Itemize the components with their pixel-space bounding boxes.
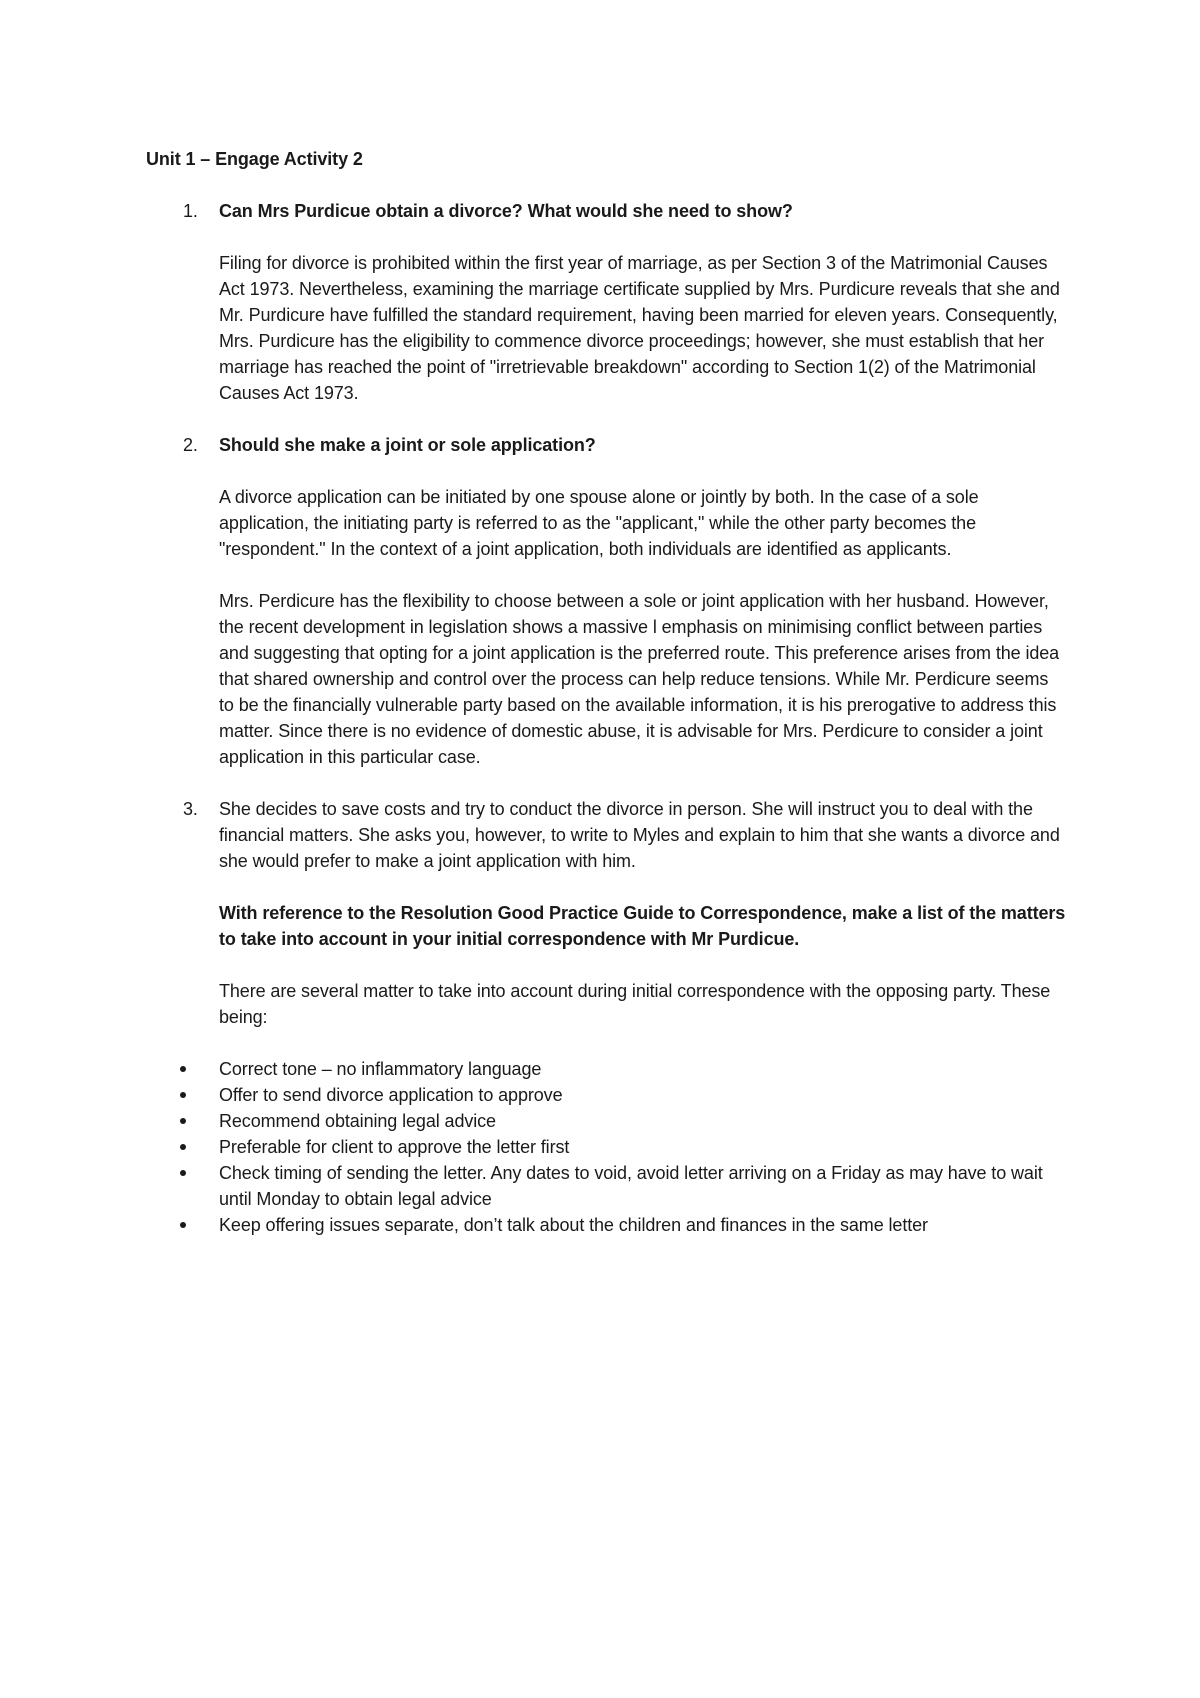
bullet-icon bbox=[180, 1066, 186, 1072]
list-item bbox=[146, 1082, 1066, 1108]
list-item-text: Preferable for client to approve the letter first bbox=[219, 1137, 570, 1157]
answer-paragraph: Mrs. Perdicure has the flexibility to choose between a sole or joint application with her husband. However, the recent development in legislation shows a massive l emphasis on minimising conflict between parties and suggesting that opting for a joint application is the preferred route. This preference arises from the idea that shared ownership and control over the process can help reduce tensions. While Mr. Perdicure seems to be the financially vulnerable party based on the available information, it is his prerogative to address this matter. Since there is no evidence of domestic abuse, it is advisable for Mrs. Perdicure to consider a joint application in this particular case. bbox=[219, 591, 1060, 767]
list-item bbox=[146, 1160, 1066, 1212]
question-1 bbox=[146, 198, 1066, 406]
matters-list bbox=[146, 1056, 1066, 1238]
list-item-text: Keep offering issues separate, don’t talk about the children and finances in the same letter bbox=[219, 1215, 928, 1235]
list-item bbox=[146, 1056, 1066, 1082]
question-number: 2. bbox=[183, 435, 198, 455]
list-item bbox=[146, 1108, 1066, 1134]
list-item-text: Correct tone – no inflammatory language bbox=[219, 1059, 542, 1079]
list-item bbox=[146, 1212, 1066, 1238]
question-text: She decides to save costs and try to conduct the divorce in person. She will instruct you to deal with the financial matters. She asks you, however, to write to Myles and explain to him that she wants a divorce and she would prefer to make a joint application with him. bbox=[219, 799, 1060, 871]
document-content bbox=[146, 146, 1066, 1238]
question-text: Can Mrs Purdicue obtain a divorce? What would she need to show? bbox=[219, 201, 793, 221]
answer-paragraph: A divorce application can be initiated by one spouse alone or jointly by both. In the case of a sole application, the initiating party is referred to as the "applicant," while the other party becomes the "respondent." In the context of a joint application, both individuals are identified as applicants. bbox=[219, 487, 979, 559]
list-item-text: Recommend obtaining legal advice bbox=[219, 1111, 496, 1131]
bullet-icon bbox=[180, 1092, 186, 1098]
bullet-icon bbox=[180, 1222, 186, 1228]
list-item bbox=[146, 1134, 1066, 1160]
answer-paragraph: Filing for divorce is prohibited within the first year of marriage, as per Section 3 of the Matrimonial Causes Act 1973. Nevertheless, examining the marriage certificate supplied by Mrs. Purdicure reveals that she and Mr. Purdicure have fulfilled the standard requirement, having been married for eleven years. Consequently, Mrs. Purdicure has the eligibility to commence divorce proceedings; however, she must establish that her marriage has reached the point of "irretrievable breakdown" according to Section 1(2) of the Matrimonial Causes Act 1973. bbox=[219, 253, 1060, 403]
question-number: 3. bbox=[183, 799, 198, 819]
bullet-icon bbox=[180, 1170, 186, 1176]
bullet-icon bbox=[180, 1118, 186, 1124]
bullet-icon bbox=[180, 1144, 186, 1150]
answer-intro: There are several matter to take into account during initial correspondence with the opposing party. These being: bbox=[219, 981, 1051, 1027]
document-title: Unit 1 – Engage Activity 2 bbox=[146, 149, 363, 169]
question-text: Should she make a joint or sole application? bbox=[219, 435, 596, 455]
list-item-text: Check timing of sending the letter. Any dates to void, avoid letter arriving on a Friday as may have to wait until Monday to obtain legal advice bbox=[219, 1163, 1043, 1209]
list-item-text: Offer to send divorce application to approve bbox=[219, 1085, 563, 1105]
question-number: 1. bbox=[183, 201, 198, 221]
question-3 bbox=[146, 796, 1066, 1030]
instruction-text: With reference to the Resolution Good Practice Guide to Correspondence, make a list of the matters to take into account in your initial correspondence with Mr Purdicue. bbox=[219, 903, 1066, 949]
question-2 bbox=[146, 432, 1066, 770]
